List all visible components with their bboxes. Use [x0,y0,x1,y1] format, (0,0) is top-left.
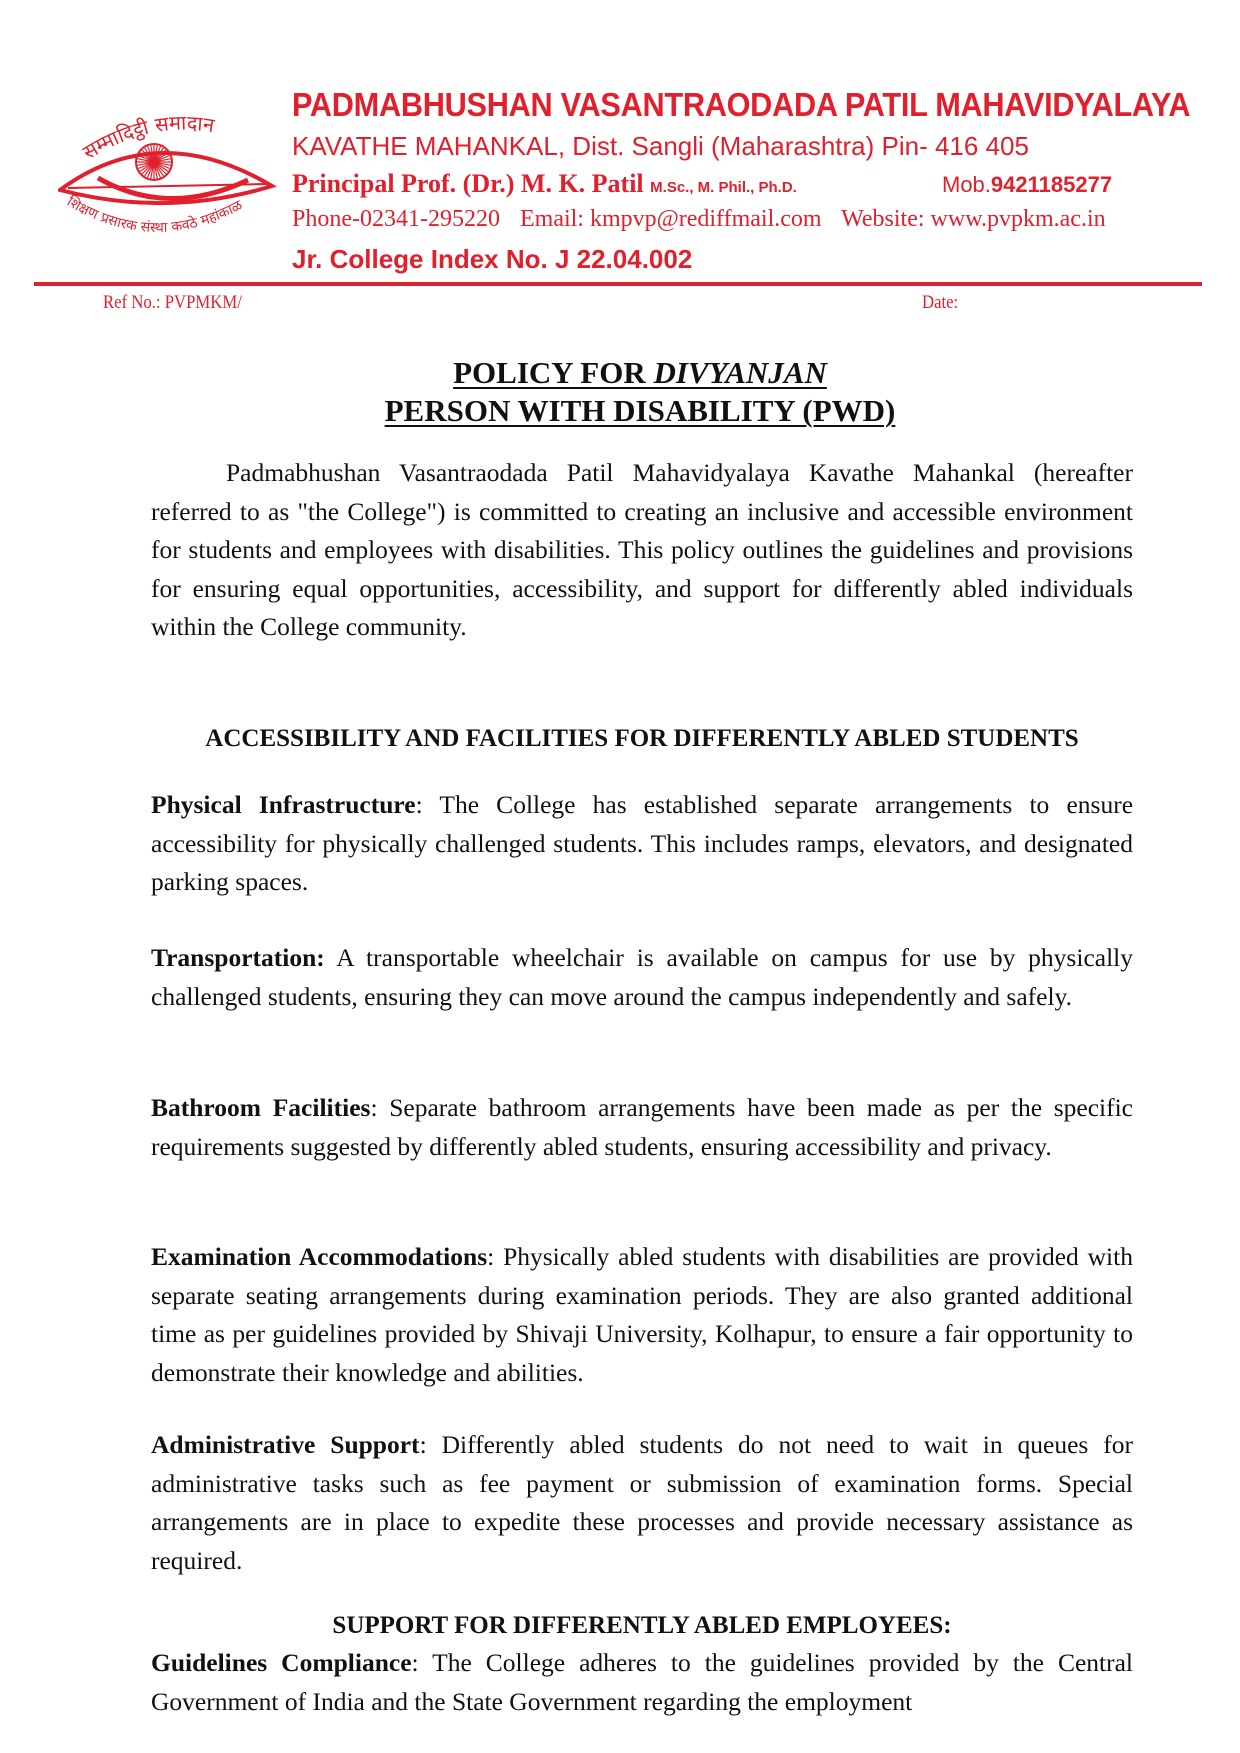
college-emblem-logo [58,108,288,238]
intro-paragraph: Padmabhushan Vasantraodada Patil Mahavidyalaya Kavathe Mahankal (hereafter referred to as "the College") is committed to creating an inclusive and accessible environment for students and employees with disabilities. This policy outlines the guidelines and provisions for ensuring equal opportunities, accessibility, and support for differently abled individuals within the College community. [151,458,1133,641]
policy-item-administrative-support [151,1426,1133,1580]
reference-number: Ref No.: PVPMKM/ [103,292,242,313]
ashoka-chakra-icon [136,144,172,180]
website-link[interactable]: Website: www.pvpkm.ac.in [841,206,1106,232]
policy-item-transportation [151,939,1133,1016]
policy-item-guidelines-compliance [151,1644,1133,1721]
jr-college-index: Jr. College Index No. J 22.04.002 [292,244,693,274]
mobile-label: Mob. [942,172,991,197]
title-prefix: POLICY FOR [453,355,654,390]
item-text: Separate bathroom arrangements have been made as per the specific requirements suggested by differently abled students, ensuring accessibility and privacy. [151,1093,1133,1161]
item-text: Differently abled students do not need to wait in queues for administrative tasks such as fee payment or submission of examination forms. Special arrangements are in place to expedite these processes and provide necessary assistance as required. [151,1430,1133,1575]
item-label: Examination Accommodations [151,1242,488,1271]
letterhead-divider [34,282,1202,286]
document-title-line1 [0,355,1240,391]
item-text: The College adheres to the guidelines provided by the Central Government of India and the State Government regarding the employment [151,1648,1134,1716]
item-label: Transportation: [151,943,325,972]
phone-number: Phone-02341-295220 [292,206,500,232]
principal-degrees: M.Sc., M. Phil., Ph.D. [650,179,797,196]
item-separator: : [419,1430,442,1459]
policy-item-examination-accommodations [151,1238,1133,1392]
item-label: Bathroom Facilities [151,1093,371,1122]
emblem-society-text: शिक्षण प्रसारक संस्था कवठे महांकाळ [64,193,246,237]
item-separator: : [370,1093,390,1122]
item-label: Physical Infrastructure [151,790,416,819]
email-link[interactable]: Email: kmpvp@rediffmail.com [519,206,822,232]
item-text: The College has established separate arrangements to ensure accessibility for physically challenged students. This includes ramps, elevators, and designated parking spaces. [151,790,1134,896]
item-separator: : [487,1242,504,1271]
section-heading-students: ACCESSIBILITY AND FACILITIES FOR DIFFERENTLY ABLED STUDENTS [205,725,1079,752]
section-heading-employees: SUPPORT FOR DIFFERENTLY ABLED EMPLOYEES: [332,1612,952,1639]
principal-line [292,169,797,199]
institution-name: PADMABHUSHAN VASANTRAODADA PATIL MAHAVIDYALAYA [292,86,1191,123]
mobile-number: 9421185277 [990,172,1113,197]
item-separator: : [411,1648,433,1677]
item-separator [325,943,336,972]
document-title-line2: PERSON WITH DISABILITY (PWD) [384,393,896,428]
principal-name: Principal Prof. (Dr.) M. K. Patil [292,169,644,198]
institution-address: KAVATHE MAHANKAL, Dist. Sangli (Maharashtra) Pin- 416 405 [292,131,1029,161]
policy-item-physical-infrastructure [151,786,1133,902]
item-separator: : [415,790,440,819]
item-text: Physically abled students with disabilities are provided with separate seating arrangements during examination periods. They are also granted additional time as per guidelines provided by Shivaji University, Kolhapur, to ensure a fair opportunity to demonstrate their knowledge and abilities. [151,1242,1133,1387]
item-label: Administrative Support [151,1430,420,1459]
title-italic-word: DIVYANJAN [653,355,827,390]
item-label: Guidelines Compliance [151,1648,412,1677]
mobile-line [942,172,1112,198]
date-label: Date: [922,292,959,313]
item-text: A transportable wheelchair is available on campus for use by physically challenged students, ensuring they can move around the campus independently and safely. [151,943,1133,1011]
contact-line [292,206,1120,233]
emblem-motto-text: सम्मादिट्ठी समादान [78,110,217,165]
policy-item-bathroom-facilities [151,1089,1133,1166]
